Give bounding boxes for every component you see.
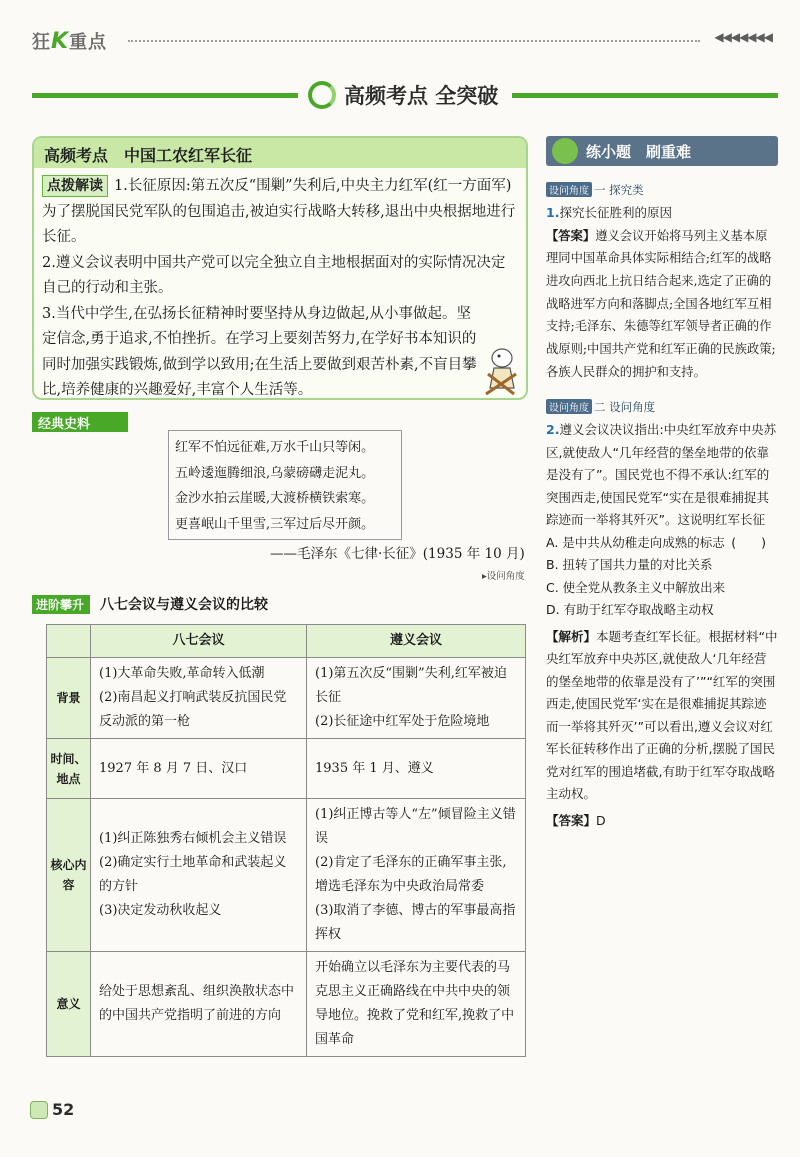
- row-head: 意义: [47, 952, 91, 1057]
- poem-line: 红军不怕远征难,万水千山只等闲。: [175, 440, 375, 455]
- poem-line: 金沙水拍云崖暖,大渡桥横铁索寒。: [175, 491, 375, 506]
- option-d[interactable]: D. 有助于红军夺取战略主动权: [546, 602, 714, 618]
- table-cell: 给处于思想紊乱、组织涣散状态中的中国共产党指明了前进的方向: [91, 952, 307, 1057]
- poem-author: ——毛泽东《七律·长征》(1935 年 10 月): [270, 546, 525, 562]
- explain-tag: 点拨解读: [42, 175, 108, 197]
- section-tag-1: 设问角度 一 探究类: [546, 182, 644, 198]
- brand-logo: 狂K重点: [32, 29, 108, 54]
- section-tag-2: 设问角度 二 设问角度: [546, 399, 655, 415]
- page-number: 52: [30, 1100, 74, 1119]
- mascot-icon: [480, 344, 522, 396]
- question-1: 1.探究长征胜利的原因: [546, 205, 672, 220]
- table-row: [47, 799, 526, 952]
- classic-label: 经典史料: [32, 412, 128, 432]
- page-icon: [30, 1101, 48, 1119]
- poem-line: 五岭逶迤腾细浪,乌蒙磅礴走泥丸。: [175, 465, 375, 481]
- table-cell: (1)纠正陈独秀右倾机会主义错误 (2)确定实行土地革命和武装起义的方针 (3)决定发动秋收起义: [91, 799, 307, 952]
- answer-1: 【答案】遵义会议开始将马列主义基本原理同中国革命具体实际相结合;红军的战略进攻向西北上抗日结合起来,选定了正确的战略进军方向和落脚点;全国各地红军互相支持;毛泽东、朱德等红军领导者正确的作战原则;中国共产党和红军正确的民族政策;各族人民群众的拥护和支持。: [546, 228, 776, 379]
- banner-title: 高频考点 全突破: [344, 84, 499, 108]
- table-header-cell: 遵义会议: [307, 625, 526, 658]
- answer-2: 【答案】D: [546, 812, 606, 828]
- poem-line: 更喜岷山千里雪,三军过后尽开颜。: [175, 516, 375, 532]
- table-row: [47, 739, 526, 799]
- table-cell: (1)大革命失败,革命转入低潮 (2)南昌起义打响武装反抗国民党反动派的第一枪: [91, 658, 307, 739]
- table-cell: (1)第五次反“围剿”失利,红军被迫长征 (2)长征途中红军处于危险境地: [307, 658, 526, 739]
- table-row: [47, 952, 526, 1057]
- question-2: 2.遵义会议决议指出:中央红军放弃中央苏区,就使敌人“几年经营的堡垒地带的依靠是没有了”。国民党也不得不承认:红军的突围西走,使国民党军“实在是很难捕捉其踪迹而一举将其歼灭”。这说明红军长征 ( ): [546, 422, 777, 550]
- analysis-2: 【解析】本题考查红军长征。根据材料“中央红军放弃中央苏区,就使敌人‘几年经营的堡垒地带的依靠是没有了’”“红军的突围西走,使国民党军‘实在是很难捕捉其踪迹而一举将其歼灭’”可以看出,遵义会议对红军长征转移作出了正确的分析,摆脱了国民党对红军的围追堵截,有助于红军夺取战略主动权。: [546, 628, 778, 802]
- page-header: [0, 0, 800, 80]
- option-a[interactable]: A. 是中共从幼稚走向成熟的标志: [546, 534, 725, 550]
- table-cell: (1)纠正博古等人“左”倾冒险主义错误 (2)肯定了毛泽东的正确军事主张,增选毛泽东为中央政治局常委 (3)取消了李德、博古的军事最高指挥权: [307, 799, 526, 952]
- table-header-row: [47, 625, 526, 658]
- arrows-icon: ◀◀◀◀◀◀◀: [714, 30, 772, 44]
- section-banner: [298, 76, 512, 114]
- key-point-box: [32, 136, 528, 400]
- option-c[interactable]: C. 使全党从教条主义中解放出来: [546, 579, 726, 595]
- advance-title: 八七会议与遵义会议的比较: [100, 597, 269, 613]
- row-head: 核心内容: [47, 799, 91, 952]
- option-b[interactable]: B. 扭转了国共力量的对比关系: [546, 557, 713, 573]
- key-point-body: [34, 168, 526, 404]
- key-point-para-1: 点拨解读 1.长征原因:第五次反“围剿”失利后,中央主力红军(红一方面军)为了摆脱国民党军队的包围追击,被迫实行战略大转移,退出中央根据地进行长征。: [42, 174, 518, 251]
- key-point-title: 高频考点 中国工农红军长征: [34, 138, 526, 168]
- advance-tag: 进阶攀升: [32, 595, 90, 614]
- swirl-icon: [308, 81, 336, 109]
- table-cell: 开始确立以毛泽东为主要代表的马克思主义正确路线在中共中央的领导地位。挽救了党和红军,挽救了中国革命: [307, 952, 526, 1057]
- table-row: [47, 658, 526, 739]
- table-header-cell: [47, 625, 91, 658]
- practice-column: [546, 136, 778, 832]
- comparison-table: [46, 624, 526, 1057]
- key-point-para-3: 3.当代中学生,在弘扬长征精神时要坚持从身边做起,从小事做起。坚定信念,勇于追求,不怕挫折。在学习上要刻苦努力,在学好书本知识的同时加强实践锻炼,做到学以致用;在生活上要做到艰苦朴素,不盲目攀比,培养健康的兴趣爱好,丰富个人生活等。: [42, 305, 477, 398]
- poem-box: [168, 430, 402, 540]
- student-icon: [552, 138, 578, 164]
- table-cell: 1935 年 1 月、遵义: [307, 739, 526, 799]
- table-cell: 1927 年 8 月 7 日、汉口: [91, 739, 307, 799]
- advance-header: [32, 594, 268, 614]
- row-head: 背景: [47, 658, 91, 739]
- table-header-cell: 八七会议: [91, 625, 307, 658]
- row-head: 时间、地点: [47, 739, 91, 799]
- question-angle-link[interactable]: ▸设问角度: [482, 571, 525, 582]
- practice-header: 练小题 刷重难: [546, 136, 778, 166]
- header-divider: [128, 40, 700, 42]
- key-point-para-2: 2.遵义会议表明中国共产党可以完全独立自主地根据面对的实际情况决定自己的行动和主张。: [42, 254, 506, 296]
